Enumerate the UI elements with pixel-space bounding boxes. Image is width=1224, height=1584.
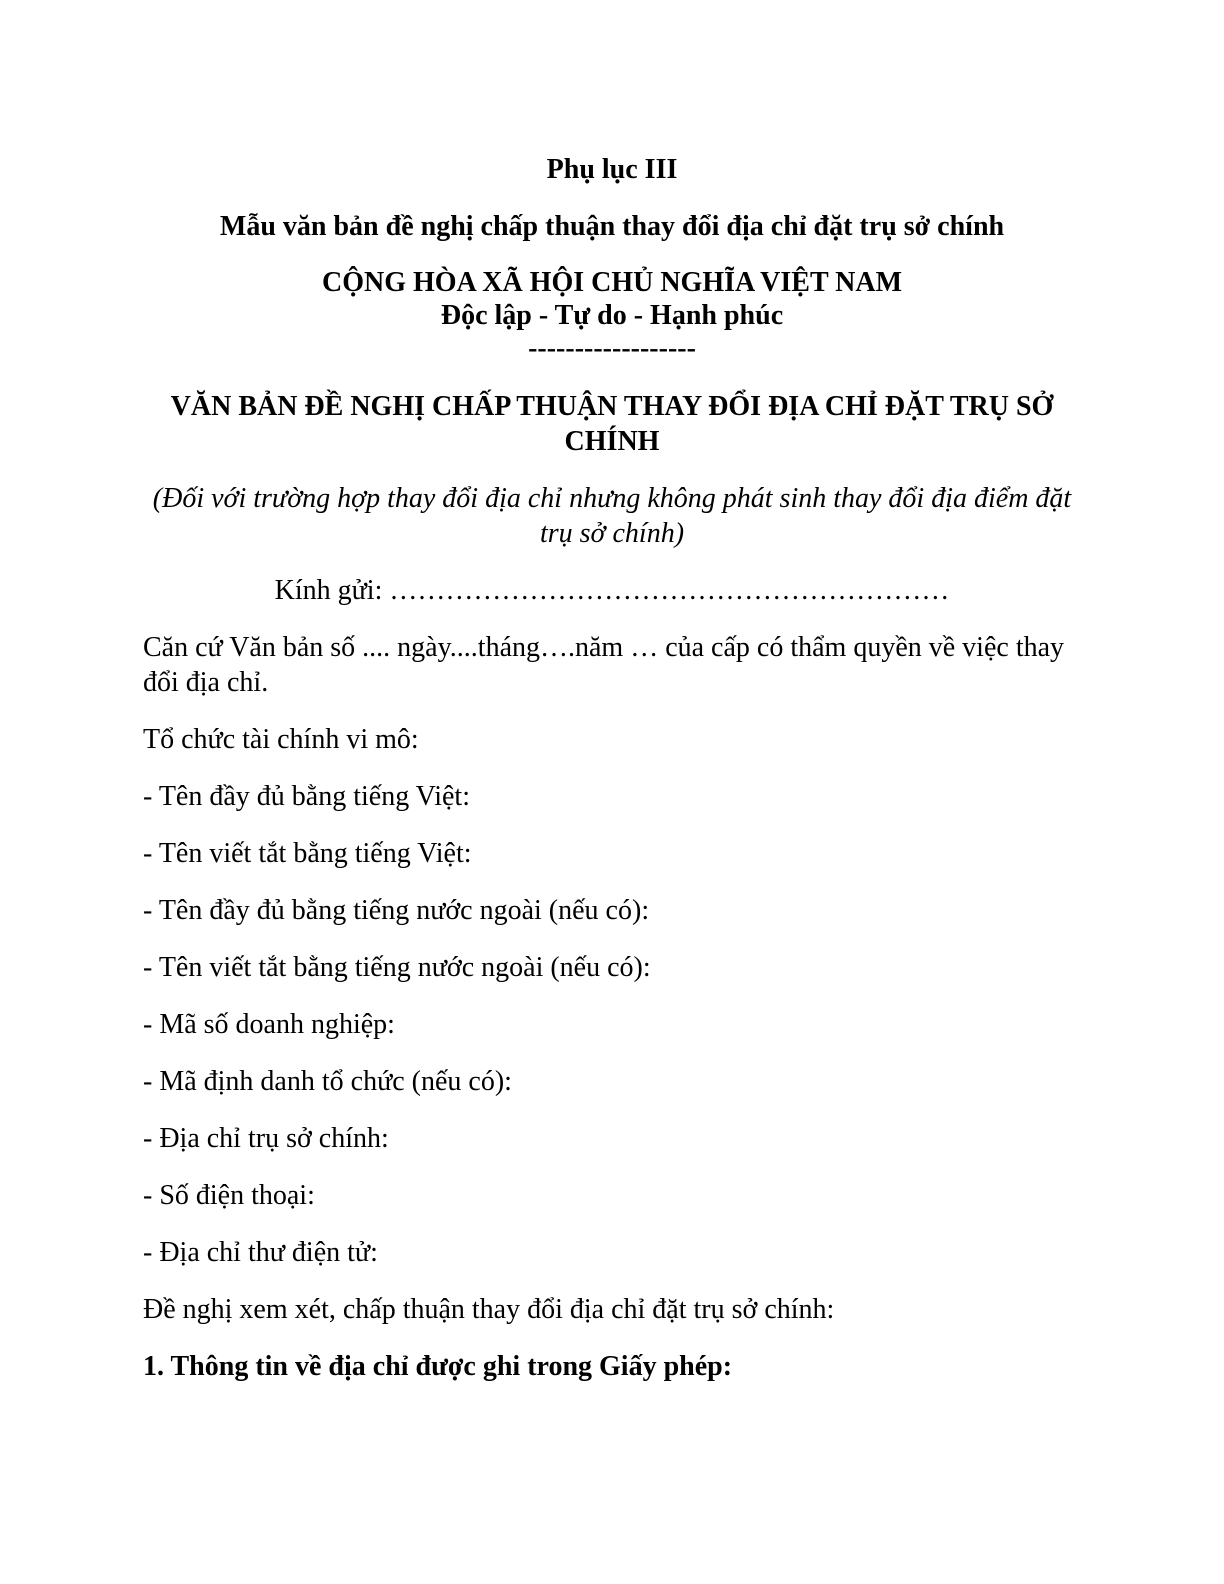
national-header [143,266,1081,365]
subtitle-note: (Đối với trường hợp thay đổi địa chỉ nhưng không phát sinh thay đổi địa điểm đặt trụ sở chính) [152,483,1072,549]
appendix-title: Phụ lục III [546,154,678,185]
field-enterprise-code: - Mã số doanh nghiệp: [143,1009,395,1040]
field-full-name-foreign: - Tên đầy đủ bằng tiếng nước ngoài (nếu có): [143,895,650,926]
field-abbreviated-name-vietnamese: - Tên viết tắt bằng tiếng Việt: [143,838,472,869]
form-title: Mẫu văn bản đề nghị chấp thuận thay đổi địa chỉ đặt trụ sở chính [219,211,1005,242]
main-title: VĂN BẢN ĐỀ NGHỊ CHẤP THUẬN THAY ĐỔI ĐỊA CHỈ ĐẶT TRỤ SỞ CHÍNH [170,391,1054,457]
field-head-office-address: - Địa chỉ trụ sở chính: [143,1123,389,1154]
field-abbreviated-name-foreign: - Tên viết tắt bằng tiếng nước ngoài (nếu có): [143,952,651,983]
legal-basis-paragraph: Căn cứ Văn bản số .... ngày....tháng….năm … của cấp có thẩm quyền về việc thay đổi địa chỉ. [143,632,1065,698]
field-email-address: - Địa chỉ thư điện tử: [143,1237,378,1268]
field-phone-number: - Số điện thoại: [143,1180,315,1211]
request-line: Đề nghị xem xét, chấp thuận thay đổi địa chỉ đặt trụ sở chính: [143,1294,835,1325]
country-name: CỘNG HÒA XÃ HỘI CHỦ NGHĨA VIỆT NAM [321,267,903,298]
organization-label: Tổ chức tài chính vi mô: [143,724,419,755]
separator-line: ------------------ [528,333,696,364]
salutation-line: Kính gửi: …………………………………………………… [274,575,950,606]
field-full-name-vietnamese: - Tên đầy đủ bằng tiếng Việt: [143,781,470,812]
national-motto: Độc lập - Tự do - Hạnh phúc [440,300,784,331]
section1-heading: 1. Thông tin về địa chỉ được ghi trong Giấy phép: [143,1351,733,1382]
field-organization-id: - Mã định danh tổ chức (nếu có): [143,1066,512,1097]
